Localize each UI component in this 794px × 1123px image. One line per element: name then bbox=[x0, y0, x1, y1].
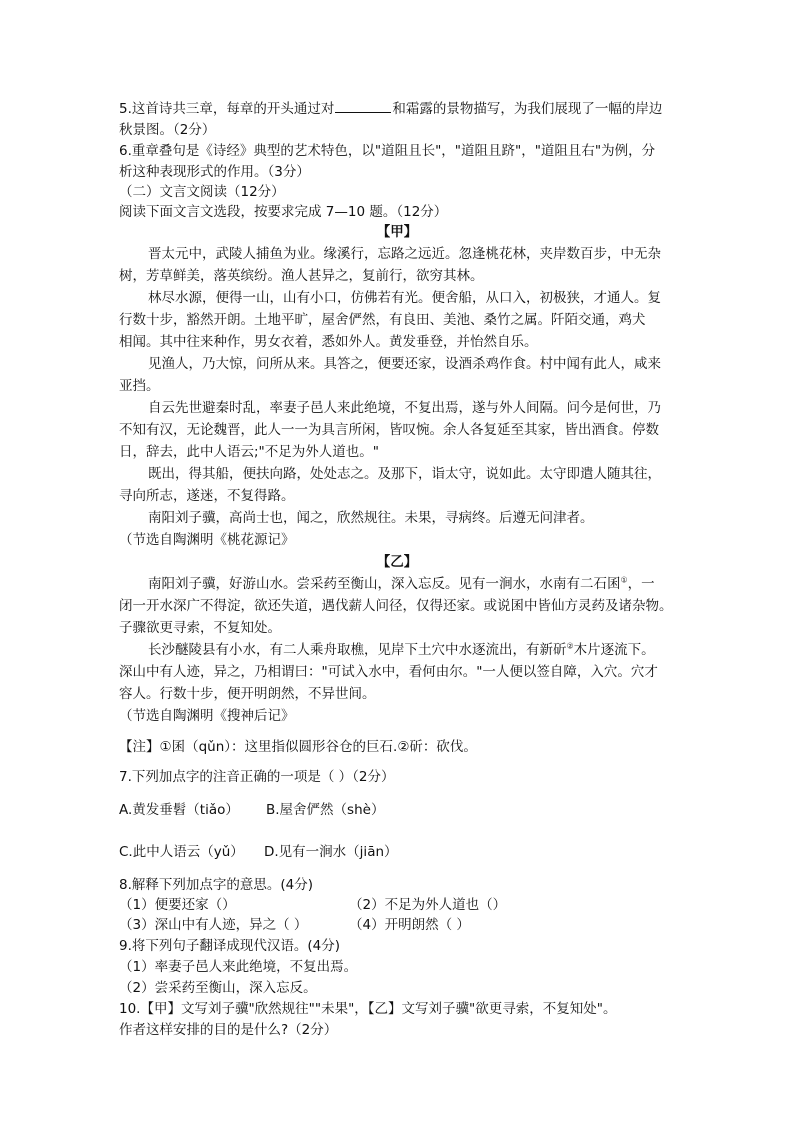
question-7-option-b: B.屋舍俨然（shè） bbox=[266, 802, 385, 818]
question-8-item-2: （2）不足为外人道也（） bbox=[349, 897, 507, 913]
passage-jia-line: 见渔人，乃大惊，问所从来。具答之，便要还家，设酒杀鸡作食。村中闻有此人，咸来 bbox=[148, 356, 661, 372]
question-6-line-2: 析这种表现形式的作用。（3分） bbox=[119, 164, 310, 180]
passage-jia-line: 自云先世避秦时乱，率妻子邑人来此绝境，不复出焉，遂与外人间隔。问今是何世，乃 bbox=[148, 400, 661, 416]
passage-yi-title: 【乙】 bbox=[376, 554, 418, 570]
question-8-item-3: （3）深山中有人迹，异之（ ） bbox=[119, 917, 308, 933]
section-heading: （二）文言文阅读（12分） bbox=[119, 184, 285, 200]
footnote: 【注】①囷（qǔn）：这里指似圆形谷仓的巨石.②斫：砍伐。 bbox=[119, 739, 477, 755]
passage-jia-line: 林尽水源，便得一山，山有小口，仿佛若有光。便舍船，从口入，初极狭，才通人。复 bbox=[148, 290, 661, 306]
passage-yi-line: 容人。行数十步，便开明朗然，不异世间。 bbox=[119, 686, 376, 702]
passage-jia-line: 相闻。其中往来种作，男女衣着，悉如外人。黄发垂登，并怡然自乐。 bbox=[119, 334, 538, 350]
passage-jia-line: 寻向所志，遂迷，不复得路。 bbox=[119, 488, 295, 504]
question-8-stem: 8.解释下列加点字的意思。(4分) bbox=[119, 877, 314, 893]
question-5-line-1: 5.这首诗共三章，每章的开头通过对 和霜露的景物描写，为我们展现了一幅的岸边 bbox=[119, 101, 663, 117]
passage-jia-line: 树，芳草鲜美，落英缤纷。渔人甚异之，复前行，欲穷其林。 bbox=[119, 268, 484, 284]
question-9-stem: 9.将下列句子翻译成现代汉语。(4分) bbox=[119, 938, 341, 954]
footnote-mark: ① bbox=[620, 575, 628, 585]
passage-yi-line: 子骤欲更寻索，不复知处。 bbox=[119, 620, 281, 636]
passage-yi-line: 深山中有人迹，异之，乃相谓曰："可试入水中，看何由尔。"一人便以签自障，入穴。穴才 bbox=[119, 664, 658, 680]
question-10-line-2: 作者这样安排的目的是什么?（2分） bbox=[119, 1022, 338, 1038]
footnote-mark: ② bbox=[566, 641, 574, 651]
passage-jia-line: 晋太元中，武陵人捕鱼为业。缘溪行，忘路之远近。忽逢桃花林，夹岸数百步，中无杂 bbox=[148, 246, 661, 262]
question-8-item-4: （4）开明朗然（ ） bbox=[349, 917, 470, 933]
fill-in-blank bbox=[335, 100, 391, 113]
question-9-item-2: （2）尝采药至衡山，深入忘反。 bbox=[119, 980, 317, 996]
passage-yi-line: 闭一开水深广不得淀，欲还失道，遇伐薪人问径，仅得还家。或说囷中皆仙方灵药及诸杂物。 bbox=[119, 598, 673, 614]
passage-yi-line: 南阳刘子骥，好游山水。尝采药至衡山，深入忘反。见有一涧水，水南有二石囷①，一 bbox=[148, 575, 655, 592]
passage-yi-source: （节选自陶渊明《搜神后记》 bbox=[119, 708, 295, 724]
question-7-option-a: A.黄发垂髫（tiǎo） bbox=[119, 802, 239, 818]
section-instruction: 阅读下面文言文选段，按要求完成 7—10 题。（12分） bbox=[119, 204, 448, 220]
passage-jia-title: 【甲】 bbox=[376, 224, 418, 240]
question-5-line-2: 秋景图。（2分） bbox=[119, 122, 216, 138]
question-7-stem: 7.下列加点字的注音正确的一项是（ ）（2分） bbox=[119, 769, 395, 785]
question-9-item-1: （1）率妻子邑人来此绝境，不复出焉。 bbox=[119, 959, 358, 975]
passage-yi-line: 长沙醚陵县有小水，有二人乘舟取樵，见岸下土穴中水逐流出，有新斫②木片逐流下。 bbox=[148, 641, 655, 658]
question-8-item-1: （1）便要还家（） bbox=[119, 897, 236, 913]
passage-jia-line: 南阳刘子骥，高尚士也，闻之，欣然规往。未果，寻病终。后遵无问津者。 bbox=[148, 510, 594, 526]
question-7-option-d: D.见有一涧水（jiān） bbox=[264, 844, 398, 860]
passage-jia-line: 不知有汉，无论魏晋，此人一一为具言所闲，皆叹惋。余人各复延至其家，皆出酒食。停数 bbox=[119, 422, 659, 438]
question-7-option-c: C.此中人语云（yǔ） bbox=[119, 844, 244, 860]
passage-jia-line: 日，辞去，此中人语云;"不足为外人道也。" bbox=[119, 444, 379, 460]
passage-jia-line: 既出，得其船，便扶向路，处处志之。及那下，诣太守，说如此。太守即遣人随其往， bbox=[148, 466, 661, 482]
question-6-line-1: 6.重章叠句是《诗经》典型的艺术特色，以"道阻且长"，"道阻且跻"，"道阻且右"为例，分 bbox=[119, 143, 656, 159]
question-10-line-1: 10.【甲】文写刘子骥"欣然规往""未果"，【乙】文写刘子骥"欲更寻索，不复知处"。 bbox=[119, 1001, 617, 1017]
passage-jia-line: 亚挡。 bbox=[119, 378, 160, 394]
passage-jia-source: （节选自陶渊明《桃花源记》 bbox=[119, 532, 295, 548]
passage-jia-line: 行数十步，豁然开朗。土地平旷，屋舍俨然，有良田、美池、桑竹之属。阡陌交通，鸡犬 bbox=[119, 312, 646, 328]
